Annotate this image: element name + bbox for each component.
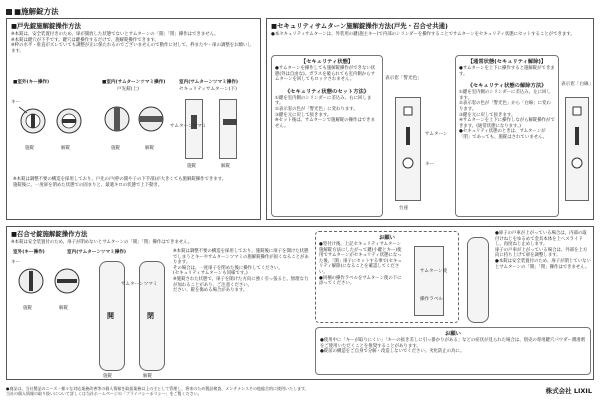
- thumb-label-b: サムターン: [425, 132, 448, 137]
- close-word: 閉: [147, 312, 154, 320]
- panel-c-intro: ※本錠は安全装置付のため、扉子が閉めないとサムターンの「開」「閉」操作はできません。: [11, 240, 193, 245]
- security-state-head: 【セキュリティ状態】: [300, 59, 354, 65]
- thumb-label-c: サムターンツマミ: [121, 282, 158, 287]
- panel-c-note-2: その場合は、一度扉子を閉めた後に操作してください。: [173, 265, 283, 271]
- page-title: ■施解錠方法: [6, 6, 59, 17]
- lock-label-c1: 施錠: [23, 306, 33, 311]
- lock-label-5: 施錠: [187, 164, 197, 169]
- lock-label-c2: 解錠: [59, 306, 69, 311]
- brand-name: 株式会社 LIXIL: [545, 387, 592, 395]
- inside-bottom-sub: セキュリティサムターン(下): [179, 87, 237, 92]
- security-device-detail-left: [395, 97, 421, 201]
- outside-key-label-c: 室外(キー操作): [13, 250, 45, 255]
- meeting-key-cylinder-icon: [15, 263, 85, 303]
- normal-state-box: [455, 55, 559, 217]
- inside-label-c: 室内(サムターンツマミ操作): [67, 250, 127, 255]
- panel-a-bottom-note-2: 施錠後に、一度扉を閉めた状態での固まりと、最適キロの状態で上下動き。: [13, 182, 163, 188]
- release-step-4: ④サムターンを上下に操作しながら解錠操作ができます。(通常状態になります。): [459, 118, 555, 129]
- key-label: キー: [11, 100, 21, 105]
- side-text-1: ●扉子の戸車が上がっている場合は、内部の取付けねじをゆるめて金具本体を上へスライドし、再度ねじ止めします。: [495, 231, 587, 248]
- key-label-b: キー: [425, 162, 435, 167]
- panel-a-note-2: ※本錠は鍵穴が下手です。鍵穴は鍵操作するだけで、施解錠操作できます。: [11, 37, 159, 43]
- callout-label-op: 操作ラベル: [420, 297, 443, 302]
- lock-label-c3: 施錠: [103, 374, 113, 379]
- callout-head: お願い: [379, 235, 395, 241]
- panel-door-edge-lock: [6, 18, 261, 220]
- lock-label-6: 解錠: [221, 164, 231, 169]
- window-label-left: 表示窓「警光色」: [385, 76, 422, 81]
- security-state-text: ●サムターンを操作しても施解錠操作ができない状態(外は自由な)。ガラスを破られても室内側からサムターンを回してもロックされません。: [275, 66, 376, 83]
- panel-security-thumb-turn: [266, 18, 594, 220]
- request-text-1: ●使用中に「キーが取りにくい」「キーの抜き差しに引っ掛かりがある」などの症状が見られた場合は、別売の専用鍵穴パウダー潤滑剤をご使用いただくことを推奨することがあります。: [320, 338, 586, 349]
- request-callout: [315, 231, 459, 323]
- set-step-note: ※セット後は、サムターンで施解錠の操作はできません。: [275, 118, 375, 129]
- side-text-3: ●本錠は安全装置付のため、扉子が閉じていないとサムターンの「開」「閉」操作はできません。: [495, 258, 591, 270]
- release-step-3: ③鍵を元に戻して抜きます。: [459, 112, 516, 118]
- panel-c-note-5: ださい、錠を傷める場合があります。: [173, 288, 248, 294]
- square-bullet-icon: [6, 9, 12, 15]
- lock-label-c4: 解錠: [143, 374, 153, 379]
- thumb-label: サムターンツマミ: [170, 124, 207, 129]
- open-word: 開: [107, 312, 114, 320]
- release-method-head: 《セキュリティ状態の解除方法》: [467, 83, 547, 90]
- lock-label-2: 解錠: [61, 146, 71, 151]
- panel-c-note-3: (セキュリティサムターンも同様です。): [173, 271, 248, 277]
- inside-bottom-label: 室内(サムターンツマミ操作): [179, 80, 239, 85]
- key-label-c: キー: [11, 260, 21, 265]
- normal-state-text: ●サムターンを上下に操作すると施解錠ができます。: [459, 66, 555, 77]
- release-step-1: ①鍵を室内側のシリンダーに差込み、左に回します。: [459, 90, 551, 101]
- panel-c-title: ■召合せ錠施解錠操作方法: [11, 230, 88, 238]
- panel-b-intro: ●本セキュリティサムターンは、外装用の鍵(施主キー)で内部のシリンダーを操作することでサムターンをセキュリティ状態にセットすることができます。: [271, 32, 575, 37]
- callout-text-2: ●同梱の操作ラベルをサムターン使の下に添ってください。: [319, 275, 402, 287]
- footer: [6, 386, 476, 396]
- key-cylinder-lock-icon: [17, 101, 87, 141]
- security-state-box: [271, 55, 383, 217]
- set-method-head: 《セキュリティ状態のセット方法》: [284, 88, 370, 95]
- stand-label-b: 台座: [399, 206, 409, 211]
- set-step-1: ①鍵を室内側のシリンダーに差込み、右に回します。: [275, 95, 372, 107]
- request-text-2: ●錠前の構造をご自身で分解・改造しないでください。劣化防止の為に。: [320, 349, 465, 355]
- panel-c-note-1: ※本錠は調整不要の構造を採用しており、施錠後に扉子を開けた状態でしまうとキーやサムターンツマミの施解錠操作が固くなることがあります。: [173, 249, 309, 266]
- meeting-handle-far-right: [467, 237, 489, 323]
- normal-state-head: 【通常状態(セキュリティ解除)】: [467, 59, 547, 65]
- set-step-2: ②表示窓の色が「警光色」に変わります。: [275, 106, 358, 112]
- panel-a-title: ■戸先錠施解錠操作方法: [11, 22, 81, 30]
- lock-label-3: 施錠: [111, 146, 121, 151]
- panel-c-note-4: ※施錠された状態で、扉子を開けた方向に強く引っ張ると、無理な力が加わることがあり、ご注意ください。: [173, 276, 309, 288]
- panel-b-title: ■セキュリティサムターン施解錠操作方法(戸先・召合せ共通): [271, 22, 448, 30]
- request-head: お願い: [445, 331, 461, 337]
- side-text-2: 扉子の戸車が上がっている場合は、外部を上方向に持ち上げて扉を調整します。: [495, 247, 588, 259]
- set-step-3: ③鍵を元に戻して抜きます。: [275, 112, 332, 118]
- lock-label-1: 施錠: [25, 146, 35, 151]
- window-label-right: 表示窓「白線」: [561, 82, 594, 87]
- request-box: [315, 327, 591, 375]
- callout-label-thumb: サムターン使: [420, 269, 448, 274]
- panel-a-note-1: ※本錠は、安全装置付きのため、扉が開放した状態でないとサムターンの「開」「閉」操作はできません。: [11, 32, 219, 37]
- panel-a-note-3: ※枠の水平・垂直がズレていても調整が正に保たれるのでございませんので動作に対して、枠またや・扉の調整をお願いします。: [11, 43, 252, 54]
- inside-top-sub: 戸先錠(上): [117, 87, 139, 92]
- callout-device: [414, 246, 444, 316]
- outside-key-label: ■室外(キー操作): [13, 80, 50, 85]
- callout-text-1: ●型付け後、上記セキュリティサムターン施解錠方法にしたがって鍵(小鍵とキー)使用でサムターンがセキュリティ状態になった後、「開」扉子にセットする事で(セキュリティ解除)になることを確認してください。: [319, 242, 402, 275]
- lock-label-4: 解錠: [145, 146, 155, 151]
- release-step-2: ②表示窓の色が「警光色」から「白線」に変わります。: [459, 101, 551, 112]
- normal-device-detail-right: [565, 97, 589, 201]
- release-note: ●セキュリティ状態のときは、サムターンが「閉」であっても、施錠はされていません。: [459, 129, 548, 140]
- inside-top-label: ■室内(サムターンツマミ操作): [102, 80, 166, 85]
- footer-line-1: ●商品は、当社製品のニーズ・様々な対応業務改善等の個人情報を取扱業務以上の主として管理し、将来のため製品検査、メンテナンスその他総合的に使用いたします。: [6, 386, 309, 391]
- footer-line-2: 当社の個人情報の取り扱いについて詳しくは当社ホームページの「プライバシーポリシー」をご覧ください。: [6, 391, 202, 396]
- panel-meeting-stile-lock: [6, 226, 594, 380]
- panel-a-bottom-note-1: ※本錠は調整不要の構造を採用しており、戸先の戸(枠の開や子の下手部)が大きくても施解錠操作できます。: [13, 177, 227, 182]
